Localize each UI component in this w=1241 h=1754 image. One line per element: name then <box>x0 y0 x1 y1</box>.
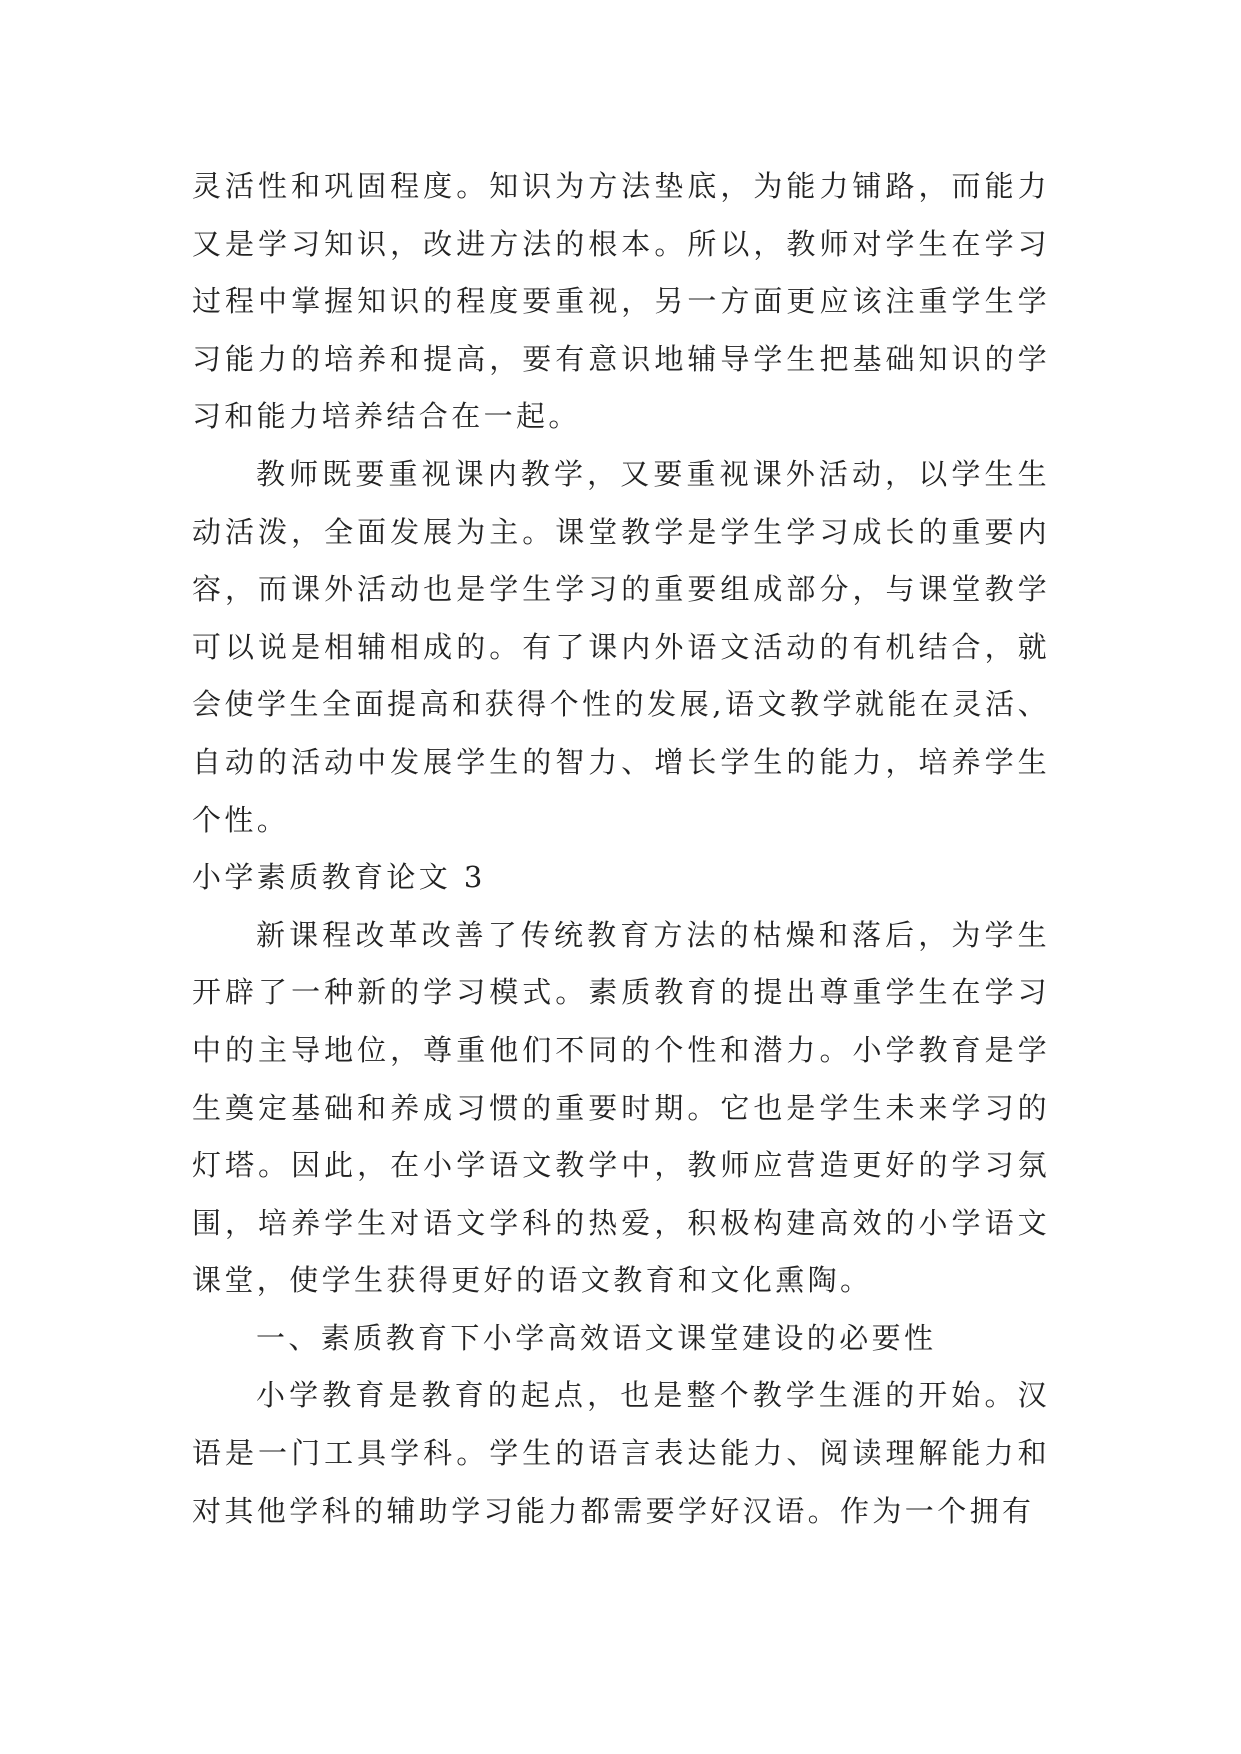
paragraph-necessity: 小学教育是教育的起点，也是整个教学生涯的开始。汉语是一门工具学科。学生的语言表达能力、阅读理解能力和对其他学科的辅助学习能力都需要学好汉语。作为一个拥有 <box>192 1378 1050 1528</box>
paragraph-continuation: 灵活性和巩固程度。知识为方法垫底，为能力铺路，而能力又是学习知识，改进方法的根本。所以，教师对学生在学习过程中掌握知识的程度要重视，另一方面更应该注重学生学习能力的培养和提高，要有意识地辅导学生把基础知识的学习和能力培养结合在一起。 <box>192 169 1050 434</box>
subsection-heading: 一、素质教育下小学高效语文课堂建设的必要性 <box>256 1320 937 1355</box>
document-body <box>192 158 1050 1540</box>
paragraph-intro: 新课程改革改善了传统教育方法的枯燥和落后，为学生开辟了一种新的学习模式。素质教育的提出尊重学生在学习中的主导地位，尊重他们不同的个性和潜力。小学教育是学生奠定基础和养成习惯的重要时期。它也是学生未来学习的灯塔。因此，在小学语文教学中，教师应营造更好的学习氛围，培养学生对语文学科的热爱，积极构建高效的小学语文课堂，使学生获得更好的语文教育和文化熏陶。 <box>192 917 1050 1298</box>
paragraph-extracurricular: 教师既要重视课内教学，又要重视课外活动，以学生生动活泼，全面发展为主。课堂教学是学生学习成长的重要内容，而课外活动也是学生学习的重要组成部分，与课堂教学可以说是相辅相成的。有了课内外语文活动的有机结合，就会使学生全面提高和获得个性的发展,语文教学就能在灵活、自动的活动中发展学生的智力、增长学生的能力，培养学生个性。 <box>192 456 1050 837</box>
section-title: 小学素质教育论文 3 <box>192 860 486 895</box>
